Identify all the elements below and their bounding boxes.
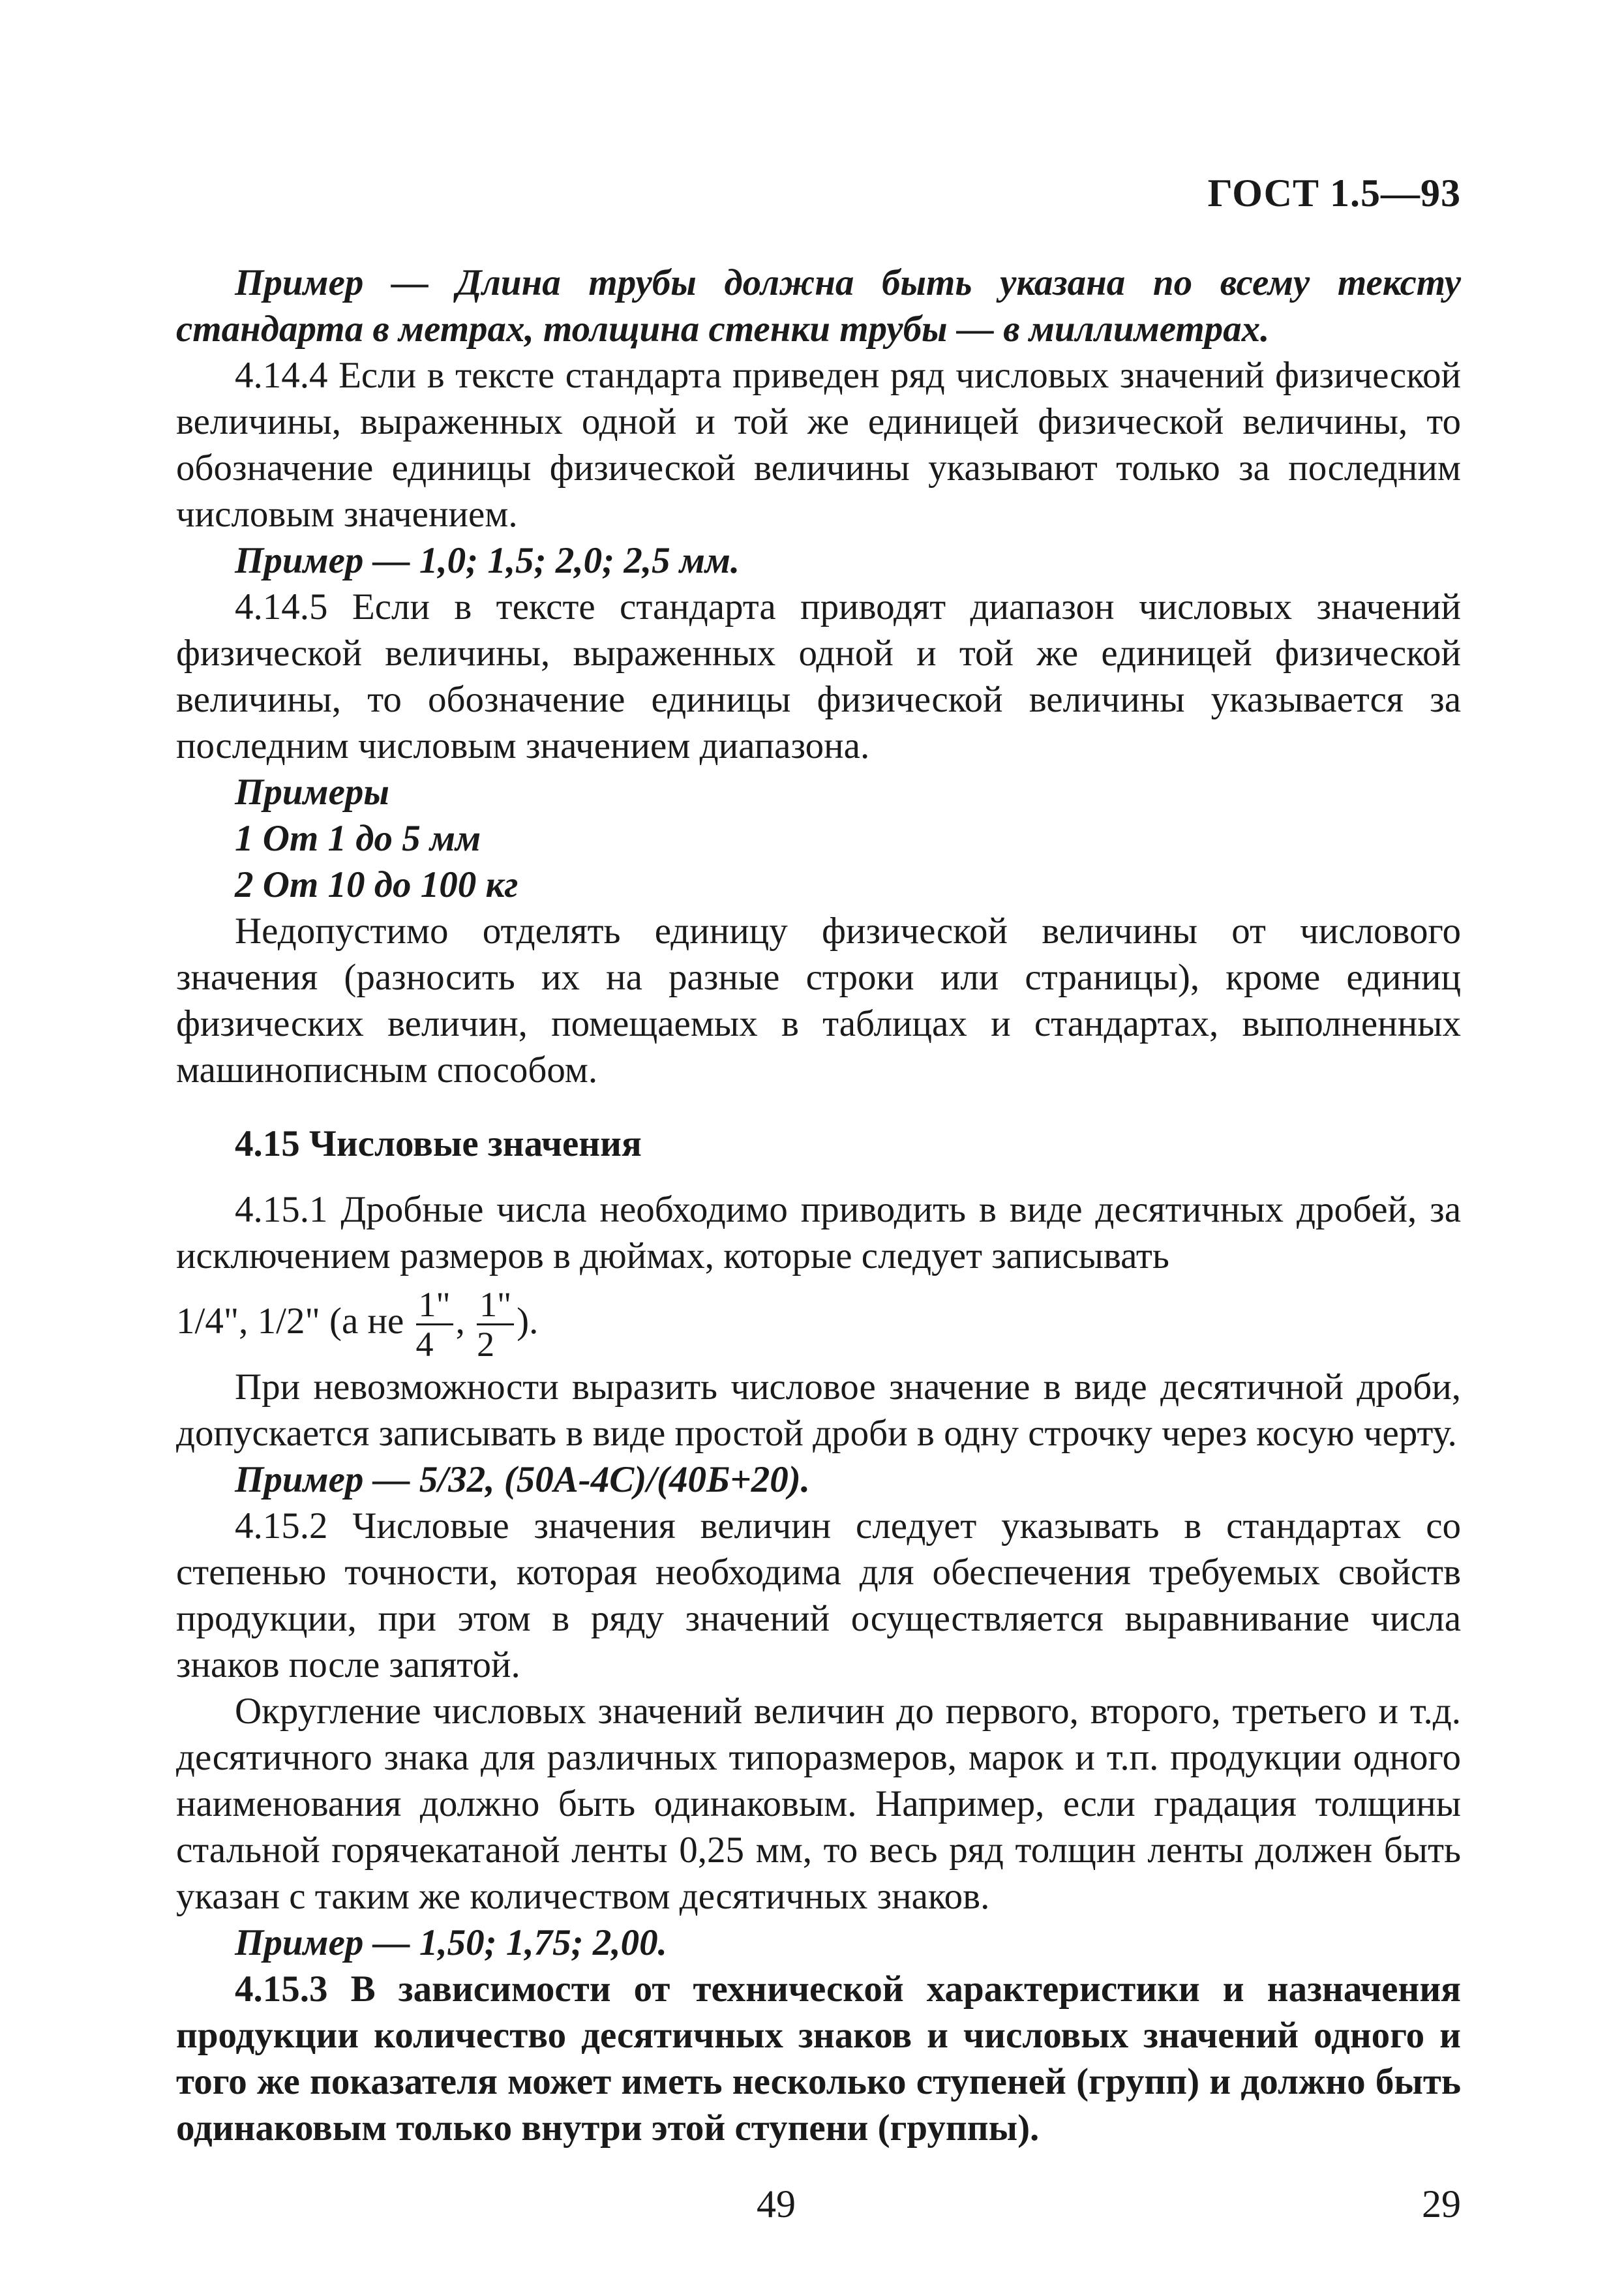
- section-heading-4-15: 4.15 Числовые значения: [235, 1123, 642, 1164]
- fraction-one-half: [477, 1286, 514, 1363]
- paragraph-4-15-3: 4.15.3 В зависимости от технической характеристики и назначения продукции количество десятичных знаков и числовых значений одного и того же показателя может иметь несколько ступеней (групп) и должно быть одинаковым только внутри этой ступени (группы).: [176, 1968, 1461, 2149]
- examples-title: Примеры: [235, 772, 389, 813]
- fraction-numerator: 1": [416, 1286, 453, 1325]
- example-pipe-length: Пример — Длина трубы должна быть указана по всему тексту стандарта в метрах, толщина стенки трубы — в миллиметрах.: [176, 262, 1461, 350]
- body-text: [176, 260, 1461, 2151]
- paragraph-rounding: Округление числовых значений величин до первого, второго, третьего и т.д. десятичного знака для различных типоразмеров, марок и т.п. продукции одного наименования должно быть одинаковым. Например, если градация толщины стальной горячекатаной ленты 0,25 мм, то весь ряд толщин ленты должен быть указан с таким же количеством десятичных знаков.: [176, 1691, 1461, 1917]
- paragraph-unit-separation: Недопустимо отделять единицу физической величины от числового значения (разносить их на разные строки или страницы), кроме единиц физических величин, помещаемых в таблицах и стандартах, выполненных машинописным способом.: [176, 911, 1461, 1091]
- paragraph-4-15-1: 4.15.1 Дробные числа необходимо приводить в виде десятичных дробей, за исключением размеров в дюймах, которые следует записывать: [176, 1189, 1461, 1276]
- fraction-numerator: 1": [477, 1286, 514, 1325]
- paragraph-4-15-2: 4.15.2 Числовые значения величин следует указывать в стандартах со степенью точности, которая необходима для обеспечения требуемых свойств продукции, при этом в ряду значений осуществляется выравнивание числа знаков после запятой.: [176, 1505, 1461, 1685]
- example-simple-fraction: Пример — 5/32, (50А-4С)/(40Б+20).: [235, 1459, 810, 1500]
- inch-notation: 1/4", 1/2" (а не: [176, 1301, 404, 1342]
- fraction-close: ).: [517, 1301, 539, 1342]
- inch-fraction-line: [176, 1279, 1461, 1364]
- fraction-one-quarter: [416, 1286, 453, 1363]
- example-range-1: 1 От 1 до 5 мм: [235, 818, 481, 859]
- document-code: ГОСТ 1.5—93: [1207, 172, 1461, 215]
- example-4-14-4: Пример — 1,0; 1,5; 2,0; 2,5 мм.: [235, 540, 740, 581]
- fraction-separator: ,: [455, 1301, 465, 1342]
- fraction-denominator: 4: [415, 1325, 434, 1365]
- page-number-center: 49: [757, 2182, 796, 2225]
- fraction-denominator: 2: [477, 1325, 495, 1365]
- example-rounding: Пример — 1,50; 1,75; 2,00.: [235, 1922, 667, 1963]
- paragraph-4-14-5: 4.14.5 Если в тексте стандарта приводят диапазон числовых значений физической величины, выраженных одной и той же единицей физической величины, то обозначение единицы физической величины указывается за последним числовым значением диапазона.: [176, 586, 1461, 766]
- paragraph-4-14-4: 4.14.4 Если в тексте стандарта приведен ряд числовых значений физической величины, выраженных одной и той же единицей физической величины, то обозначение единицы физической величины указывают только за последним числовым значением.: [176, 355, 1461, 535]
- example-range-2: 2 От 10 до 100 кг: [235, 864, 519, 905]
- paragraph-simple-fraction: При невозможности выразить числовое значение в виде десятичной дроби, допускается записывать в виде простой дроби в одну строчку через косую черту.: [176, 1366, 1461, 1454]
- page-number-right: 29: [1422, 2182, 1461, 2225]
